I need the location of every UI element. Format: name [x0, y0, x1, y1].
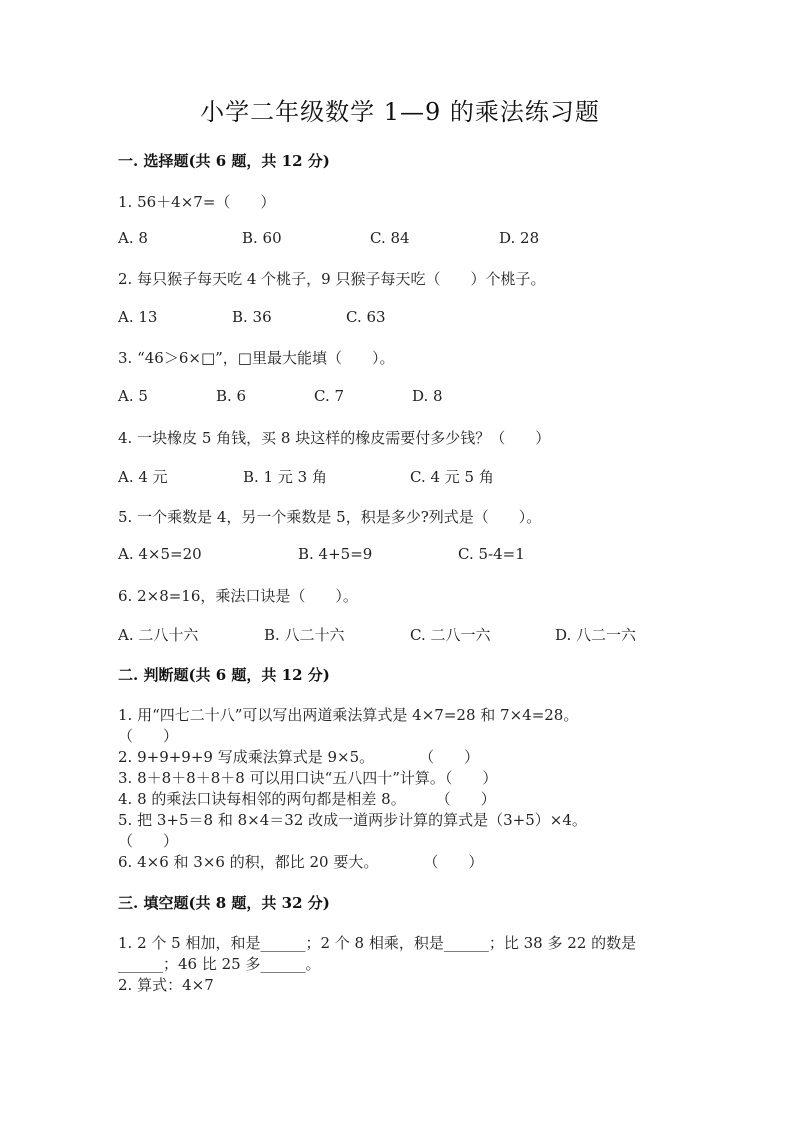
option-b: B. 4+5=9: [298, 545, 373, 563]
judge-line: 4. 8 的乘法口诀每相邻的两句都是相差 8。 （ ）: [118, 790, 496, 808]
section-judge-heading: 二. 判断题(共 6 题，共 12 分): [118, 666, 330, 684]
fill-line: ______；46 比 25 多______。: [118, 955, 321, 973]
choice-options-4: [118, 466, 678, 488]
page-title: 小学二年级数学 1—9 的乘法练习题: [200, 98, 600, 126]
judge-line: 1. 用“四七二十八”可以写出两道乘法算式是 4×7=28 和 7×4=28。: [118, 706, 579, 724]
choice-question-5: 5. 一个乘数是 4，另一个乘数是 5，积是多少?列式是（ ）。: [118, 508, 542, 526]
option-b: B. 1 元 3 角: [243, 468, 327, 486]
option-b: B. 60: [242, 229, 282, 247]
option-b: B. 八二十六: [264, 626, 345, 644]
option-a: A. 4 元: [118, 468, 168, 486]
option-c: C. 5-4=1: [458, 545, 525, 563]
option-b: B. 6: [216, 387, 247, 405]
option-d: D. 28: [499, 229, 540, 247]
option-d: D. 八二一六: [555, 626, 637, 644]
choice-question-2: 2. 每只猴子每天吃 4 个桃子，9 只猴子每天吃（ ）个桃子。: [118, 270, 546, 288]
option-c: C. 二八一六: [410, 626, 491, 644]
option-d: D. 8: [412, 387, 443, 405]
section-choice-heading: 一. 选择题(共 6 题，共 12 分): [118, 152, 330, 170]
judge-line: （ ）: [118, 832, 179, 850]
judge-line: （ ）: [118, 727, 179, 745]
choice-options-2: [118, 308, 678, 330]
judge-line: 5. 把 3+5＝8 和 8×4＝32 改成一道两步计算的算式是（3+5）×4。: [118, 811, 587, 829]
choice-question-4: 4. 一块橡皮 5 角钱，买 8 块这样的橡皮需要付多少钱？（ ）: [118, 429, 551, 447]
option-a: A. 4×5=20: [118, 545, 202, 563]
option-a: A. 5: [118, 387, 148, 405]
fill-line: 1. 2 个 5 相加，和是______；2 个 8 相乘，积是______；比 38 多 22 的数是: [118, 934, 637, 952]
option-b: B. 36: [232, 308, 272, 326]
option-a: A. 二八十六: [118, 626, 199, 644]
option-c: C. 4 元 5 角: [410, 468, 494, 486]
choice-question-1: 1. 56＋4×7=（ ）: [118, 193, 276, 211]
choice-options-5: [118, 545, 678, 567]
option-c: C. 63: [346, 308, 386, 326]
option-a: A. 13: [118, 308, 158, 326]
choice-options-3: [118, 387, 678, 409]
choice-options-6: [118, 624, 678, 646]
judge-line: 3. 8＋8＋8＋8＋8 可以用口诀“五八四十”计算。（ ）: [118, 769, 498, 787]
option-c: C. 7: [314, 387, 345, 405]
option-a: A. 8: [118, 229, 148, 247]
judge-line: 6. 4×6 和 3×6 的积，都比 20 要大。 （ ）: [118, 853, 484, 871]
section-fill-heading: 三. 填空题(共 8 题，共 32 分): [118, 894, 330, 912]
choice-options-1: [118, 229, 678, 251]
judge-line: 2. 9+9+9+9 写成乘法算式是 9×5。 （ ）: [118, 748, 480, 766]
option-c: C. 84: [370, 229, 410, 247]
fill-line: 2. 算式：4×7: [118, 976, 214, 994]
choice-question-6: 6. 2×8=16，乘法口诀是（ ）。: [118, 587, 358, 605]
choice-question-3: 3. “46＞6×□”，□里最大能填（ ）。: [118, 349, 395, 367]
